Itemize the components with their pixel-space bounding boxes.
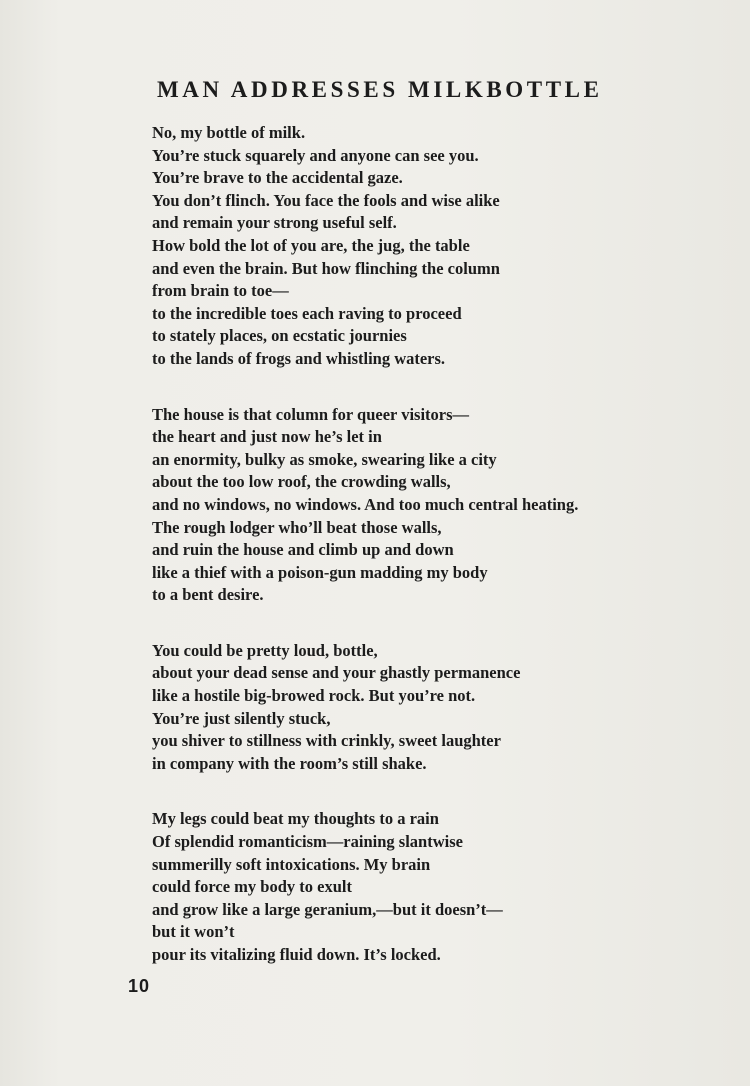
poem-line: and even the brain. But how flinching the column	[152, 258, 500, 278]
poem-line: You’re stuck squarely and anyone can see you.	[152, 145, 479, 165]
poem-line: No, my bottle of milk.	[152, 123, 306, 142]
poem-line: You don’t flinch. You face the fools and wise alike	[152, 190, 500, 210]
poem-title: MAN ADDRESSES MILKBOTTLE	[157, 77, 603, 102]
poem-line: about your dead sense and your ghastly permanence	[152, 663, 521, 683]
poem-line: to the lands of frogs and whistling waters.	[152, 348, 446, 368]
poem-line: Of splendid romanticism—raining slantwise	[152, 832, 463, 852]
poem-line: to the incredible toes each raving to proceed	[152, 303, 462, 323]
poem-line: and ruin the house and climb up and down	[152, 540, 454, 560]
poem-line: and no windows, no windows. And too much central heating.	[152, 494, 579, 514]
poem-line: from brain to toe—	[152, 281, 289, 301]
poem-line: You’re just silently stuck,	[152, 708, 331, 728]
poem-line: could force my body to exult	[152, 877, 352, 897]
poem-body	[152, 122, 742, 1000]
poem-line: summerilly soft intoxications. My brain	[152, 854, 431, 874]
poem-line: How bold the lot of you are, the jug, the table	[152, 235, 470, 255]
poem-line: to stately places, on ecstatic journies	[152, 326, 407, 346]
poem-line: like a hostile big-browed rock. But you’re not.	[152, 686, 476, 706]
poem-line: The rough lodger who’ll beat those walls,	[152, 517, 442, 537]
stanza-4	[152, 808, 742, 966]
poem-line: and remain your strong useful self.	[152, 213, 397, 233]
poem-line: My legs could beat my thoughts to a rain	[152, 809, 439, 829]
poem-line: in company with the room’s still shake.	[152, 753, 427, 773]
poem-line: about the too low roof, the crowding walls,	[152, 472, 451, 492]
poem-line: you shiver to stillness with crinkly, sweet laughter	[152, 731, 501, 751]
poem-line: You’re brave to the accidental gaze.	[152, 168, 403, 188]
stanza-1	[152, 122, 742, 371]
poem-line: You could be pretty loud, bottle,	[152, 640, 378, 660]
poem-line: but it won’t	[152, 922, 235, 942]
page-number: 10	[128, 976, 151, 996]
poem-line: pour its vitalizing fluid down. It’s locked.	[152, 945, 441, 964]
poem-line: and grow like a large geranium,—but it doesn’t—	[152, 899, 503, 919]
poem-line: like a thief with a poison-gun madding my body	[152, 562, 488, 582]
poem-line: The house is that column for queer visitors—	[152, 404, 470, 424]
stanza-3	[152, 640, 742, 776]
stanza-2	[152, 404, 742, 607]
poem-line: the heart and just now he’s let in	[152, 427, 382, 447]
poem-line: an enormity, bulky as smoke, swearing like a city	[152, 449, 497, 469]
poem-line: to a bent desire.	[152, 585, 264, 605]
